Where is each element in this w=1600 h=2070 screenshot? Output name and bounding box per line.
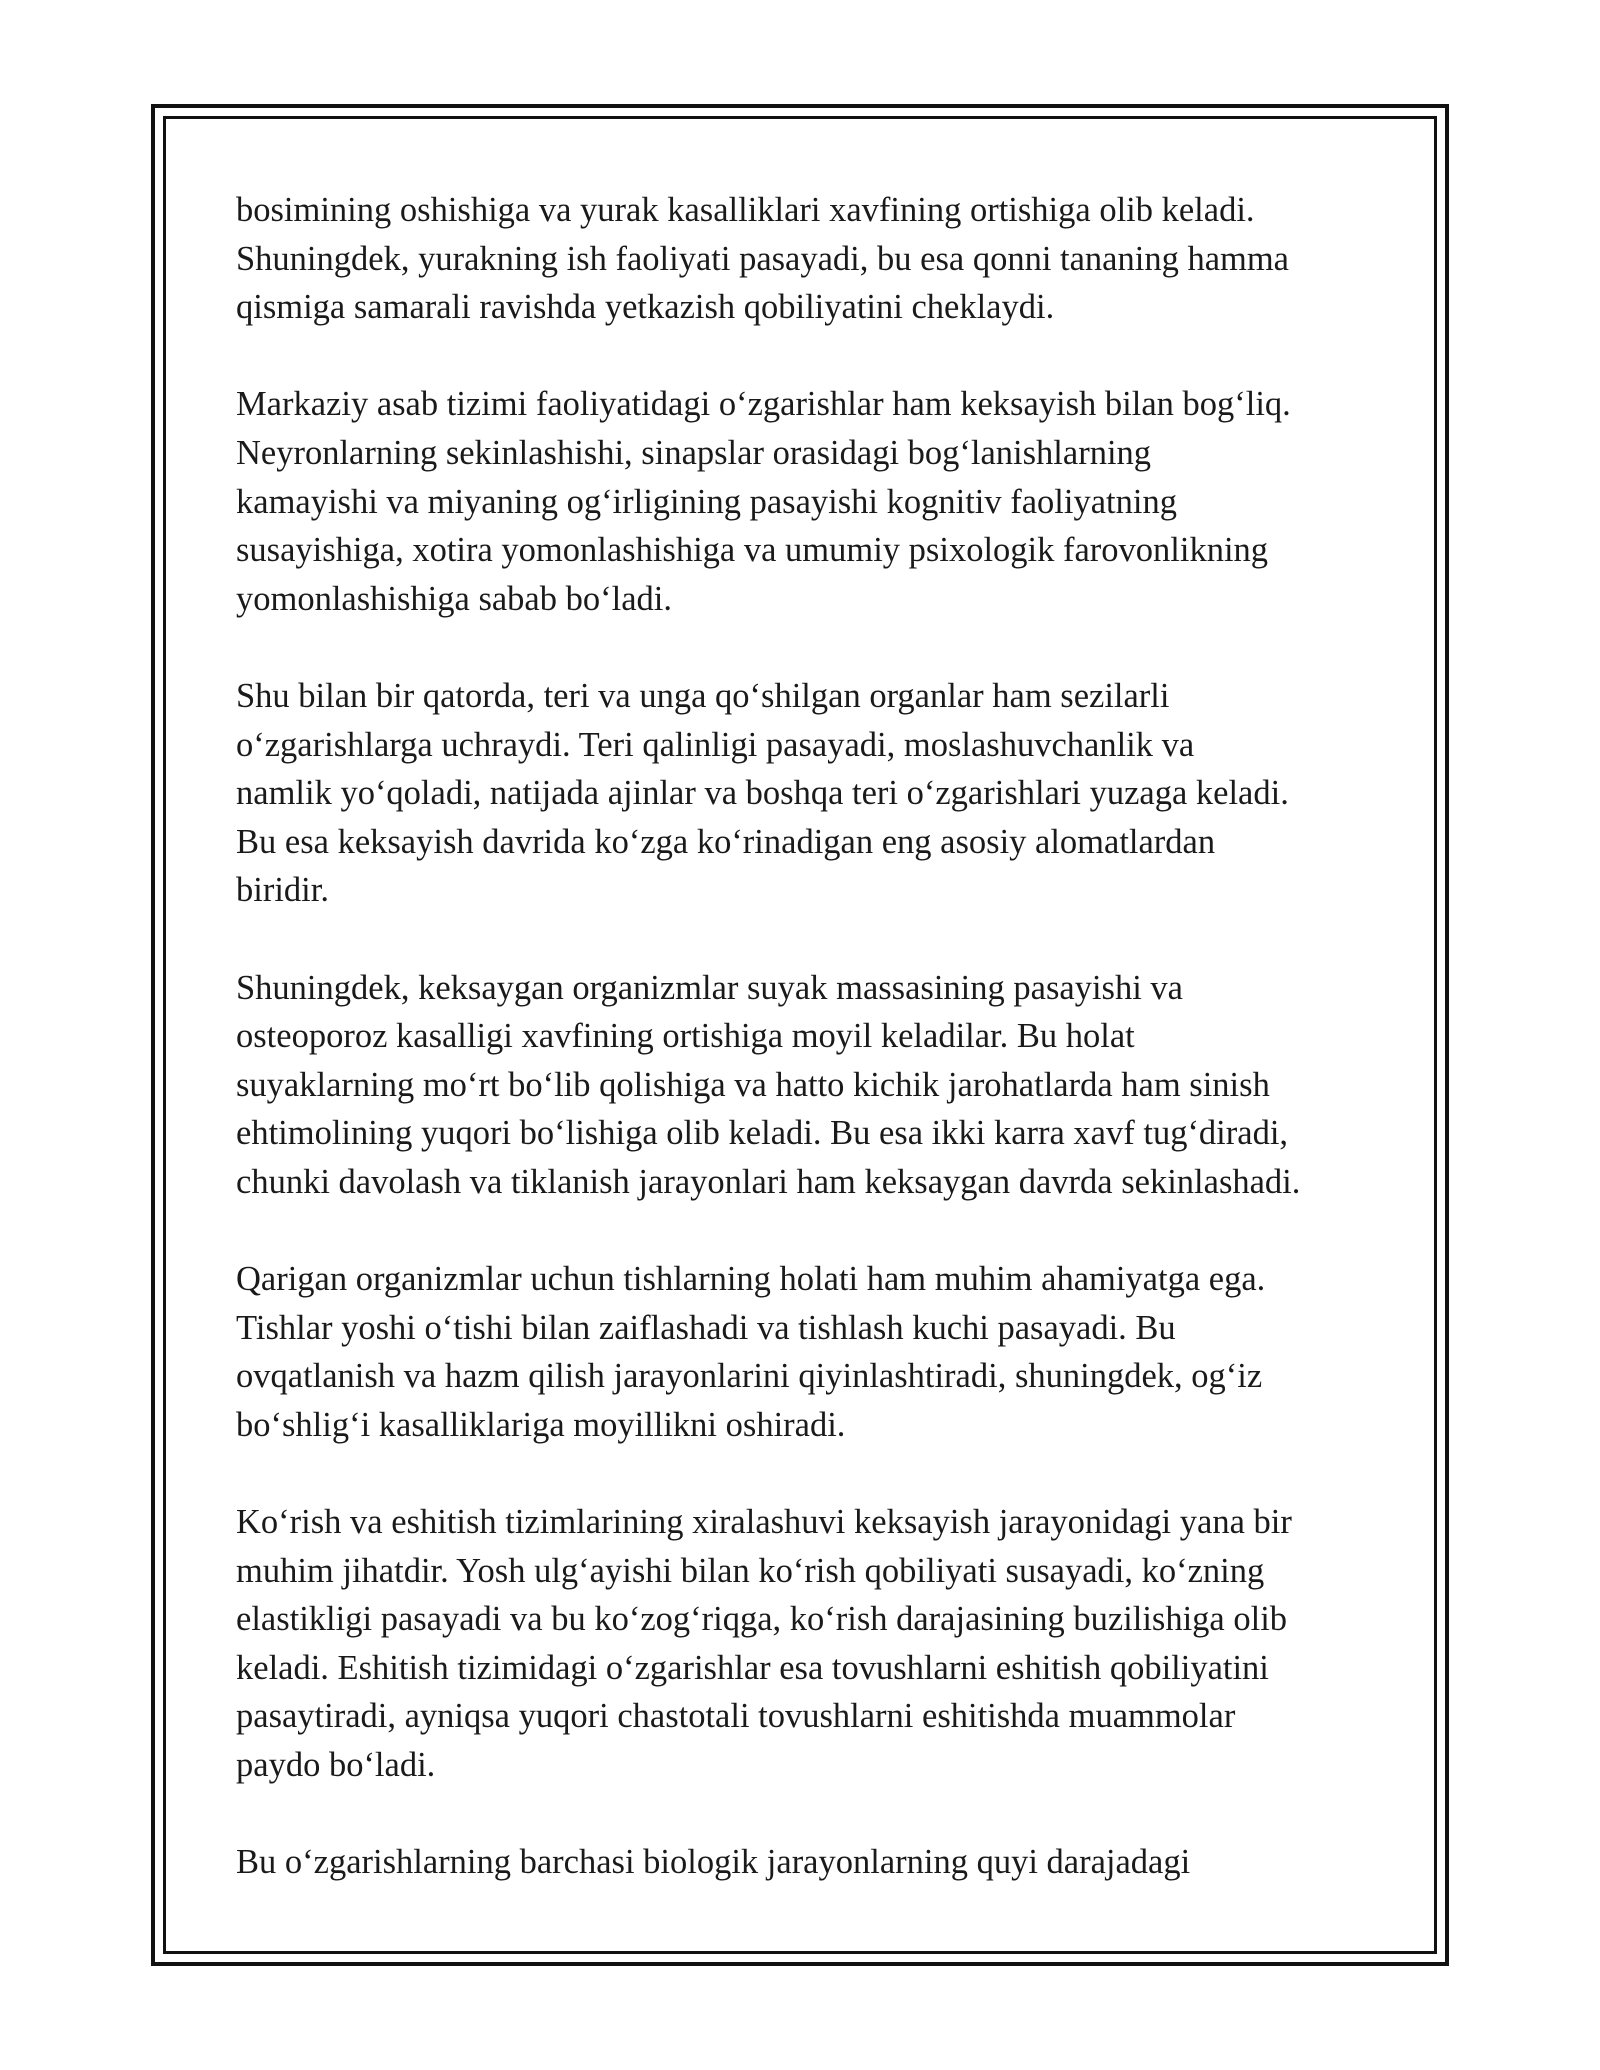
text-line: ehtimolining yuqori bo‘lishiga olib keladi. Bu esa ikki karra xavf tug‘diradi,	[236, 1114, 1289, 1153]
text-line: osteoporoz kasalligi xavfining ortishiga moyil keladilar. Bu holat	[236, 1017, 1135, 1056]
text-line: Bu esa keksayish davrida ko‘zga ko‘rinadigan eng asosiy alomatlardan	[236, 822, 1216, 861]
text-line: namlik yo‘qoladi, natijada ajinlar va boshqa teri o‘zgarishlari yuzaga keladi.	[236, 774, 1289, 813]
paragraph	[236, 672, 1376, 915]
text-line: chunki davolash va tiklanish jarayonlari ham keksaygan davrda sekinlashadi.	[236, 1162, 1301, 1201]
paragraph	[236, 380, 1376, 623]
text-line: qismiga samarali ravishda yetkazish qobiliyatini cheklaydi.	[236, 288, 1055, 327]
text-line: o‘zgarishlarga uchraydi. Teri qalinligi pasayadi, moslashuvchanlik va	[236, 725, 1195, 764]
text-line: susayishiga, xotira yomonlashishiga va umumiy psixologik farovonlikning	[236, 531, 1269, 570]
text-line: keladi. Eshitish tizimidagi o‘zgarishlar esa tovushlarni eshitish qobiliyatini	[236, 1648, 1269, 1687]
text-line: Shuningdek, yurakning ish faoliyati pasayadi, bu esa qonni tananing hamma	[236, 239, 1289, 278]
text-line: muhim jihatdir. Yosh ulg‘ayishi bilan ko‘rish qobiliyati susayadi, ko‘zning	[236, 1551, 1265, 1590]
paragraph	[236, 1498, 1376, 1790]
text-line: biridir.	[236, 871, 329, 910]
document-body	[236, 186, 1376, 1935]
text-line: bosimining oshishiga va yurak kasalliklari xavfining ortishiga olib keladi.	[236, 191, 1255, 229]
text-line: Tishlar yoshi o‘tishi bilan zaiflashadi va tishlash kuchi pasayadi. Bu	[236, 1308, 1176, 1347]
text-line: Ko‘rish va eshitish tizimlarining xiralashuvi keksayish jarayonidagi yana bir	[236, 1503, 1292, 1542]
text-line: Qarigan organizmlar uchun tishlarning holati ham muhim ahamiyatga ega.	[236, 1260, 1266, 1299]
text-line: kamayishi va miyaning og‘irligining pasayishi kognitiv faoliyatning	[236, 482, 1177, 521]
paragraph	[236, 186, 1376, 332]
text-line: elastikligi pasayadi va bu ko‘zog‘riqga, ko‘rish darajasining buzilishiga olib	[236, 1600, 1288, 1639]
text-line: suyaklarning mo‘rt bo‘lib qolishiga va hatto kichik jarohatlarda ham sinish	[236, 1065, 1270, 1104]
paragraph	[236, 964, 1376, 1207]
text-line: Bu o‘zgarishlarning barchasi biologik jarayonlarning quyi darajadagi	[236, 1843, 1191, 1882]
text-line: Shuningdek, keksaygan organizmlar suyak massasining pasayishi va	[236, 968, 1183, 1007]
text-line: ovqatlanish va hazm qilish jarayonlarini qiyinlashtiradi, shuningdek, og‘iz	[236, 1357, 1263, 1396]
text-line: bo‘shlig‘i kasalliklariga moyillikni oshiradi.	[236, 1405, 846, 1444]
text-line: Shu bilan bir qatorda, teri va unga qo‘shilgan organlar ham sezilarli	[236, 676, 1170, 715]
paragraph	[236, 1255, 1376, 1449]
text-line: Markaziy asab tizimi faoliyatidagi o‘zgarishlar ham keksayish bilan bog‘liq.	[236, 385, 1291, 424]
text-line: pasaytiradi, ayniqsa yuqori chastotali tovushlarni eshitishda muammolar	[236, 1697, 1236, 1736]
text-line: paydo bo‘ladi.	[236, 1746, 436, 1784]
text-line: yomonlashishiga sabab bo‘ladi.	[236, 579, 672, 618]
paragraph	[236, 1838, 1376, 1887]
text-line: Neyronlarning sekinlashishi, sinapslar orasidagi bog‘lanishlarning	[236, 433, 1152, 472]
